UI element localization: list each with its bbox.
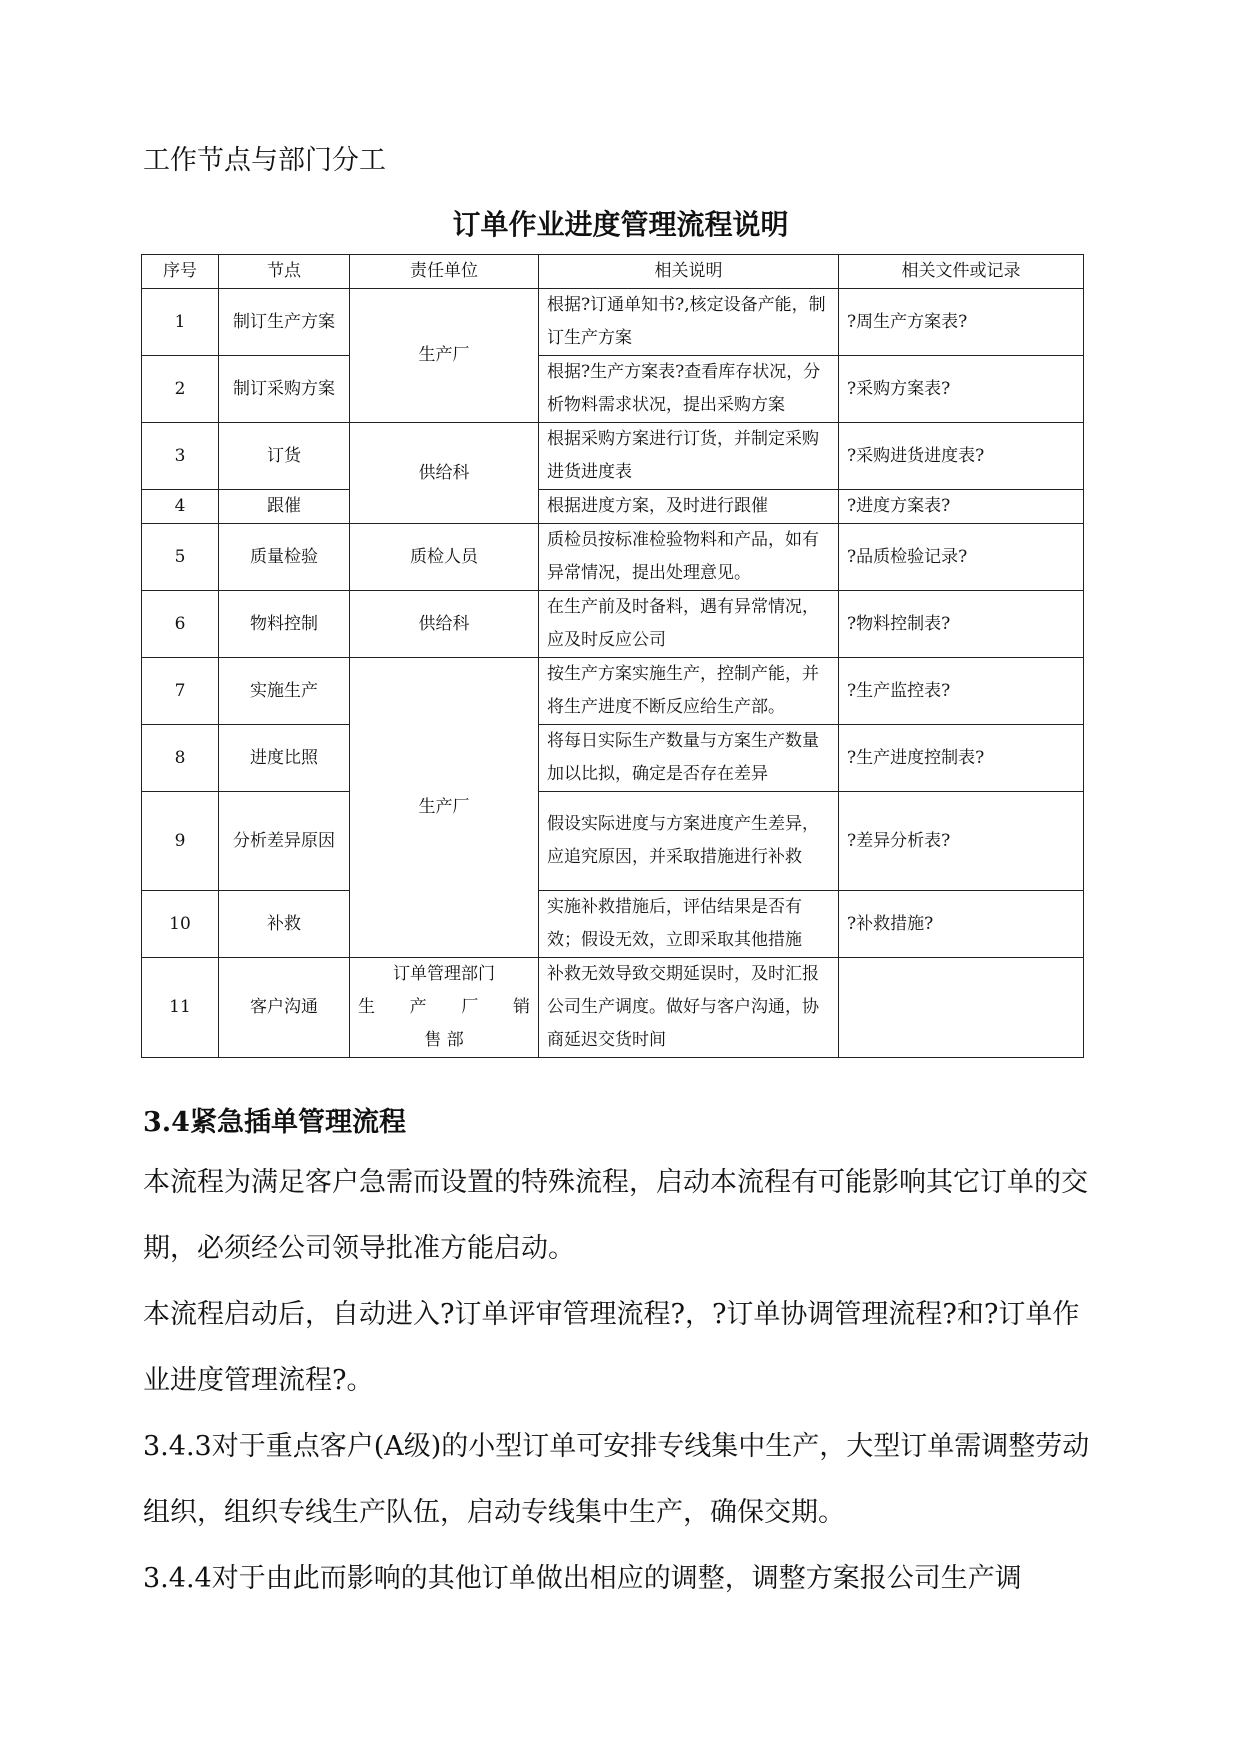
row-no: 8 <box>142 725 219 792</box>
unit-line: 订单管理部门 <box>393 964 495 984</box>
header-no: 序号 <box>142 255 219 289</box>
row-unit: 质检人员 <box>350 524 539 591</box>
row-node: 制订生产方案 <box>219 289 350 356</box>
header-unit: 责任单位 <box>350 255 539 289</box>
row-record: ?品质检验记录? <box>839 524 1084 591</box>
table-title: 订单作业进度管理流程说明 <box>452 208 789 241</box>
row-node: 客户沟通 <box>219 958 350 1058</box>
row-record: ?生产进度控制表? <box>839 725 1084 792</box>
row-desc: 按生产方案实施生产，控制产能，并将生产进度不断反应给生产部。 <box>539 658 839 725</box>
row-node: 跟催 <box>219 490 350 524</box>
header-node: 节点 <box>219 255 350 289</box>
table-row <box>142 792 1084 891</box>
header-record: 相关文件或记录 <box>839 255 1084 289</box>
row-unit: 生产厂 <box>350 658 539 958</box>
paragraph: 3.4.4对于由此而影响的其他订单做出相应的调整，调整方案报公司生产调 <box>143 1563 1022 1594</box>
page-heading: 工作节点与部门分工 <box>143 145 386 176</box>
row-node: 分析差异原因 <box>219 792 350 891</box>
unit-line: 生 产 厂 销 <box>358 997 530 1017</box>
row-node: 进度比照 <box>219 725 350 792</box>
row-record: ?差异分析表? <box>839 792 1084 891</box>
row-no: 6 <box>142 591 219 658</box>
row-desc: 质检员按标准检验物料和产品，如有异常情况，提出处理意见。 <box>539 524 839 591</box>
row-node: 质量检验 <box>219 524 350 591</box>
row-desc: 根据进度方案，及时进行跟催 <box>539 490 839 524</box>
row-record: ?补救措施? <box>839 891 1084 958</box>
row-desc: 实施补救措施后，评估结果是否有效；假设无效，立即采取其他措施 <box>539 891 839 958</box>
row-desc: 根据?生产方案表?查看库存状况，分析物料需求状况，提出采购方案 <box>539 356 839 423</box>
row-desc: 补救无效导致交期延误时，及时汇报公司生产调度。做好与客户沟通，协商延迟交货时间 <box>539 958 839 1058</box>
table-row <box>142 958 1084 1058</box>
row-no: 11 <box>142 958 219 1058</box>
row-desc: 根据采购方案进行订货，并制定采购进货进度表 <box>539 423 839 490</box>
row-node: 补救 <box>219 891 350 958</box>
row-record: ?进度方案表? <box>839 490 1084 524</box>
row-node: 实施生产 <box>219 658 350 725</box>
row-no: 1 <box>142 289 219 356</box>
row-desc: 在生产前及时备料，遇有异常情况，应及时反应公司 <box>539 591 839 658</box>
row-no: 2 <box>142 356 219 423</box>
row-record <box>839 958 1084 1058</box>
row-record: ?采购进货进度表? <box>839 423 1084 490</box>
row-no: 4 <box>142 490 219 524</box>
table-row <box>142 658 1084 725</box>
row-desc: 假设实际进度与方案进度产生差异，应追究原因，并采取措施进行补救 <box>539 792 839 891</box>
row-unit: 供给科 <box>350 423 539 524</box>
row-unit: 供给科 <box>350 591 539 658</box>
row-record: ?周生产方案表? <box>839 289 1084 356</box>
row-node: 订货 <box>219 423 350 490</box>
table-row <box>142 725 1084 792</box>
table-header-row <box>142 255 1084 289</box>
header-desc: 相关说明 <box>539 255 839 289</box>
row-no: 7 <box>142 658 219 725</box>
row-unit: 生产厂 <box>350 289 539 423</box>
row-node: 物料控制 <box>219 591 350 658</box>
table-row <box>142 289 1084 356</box>
table-row <box>142 524 1084 591</box>
unit-line: 售 部 <box>424 1030 464 1050</box>
row-record: ?采购方案表? <box>839 356 1084 423</box>
row-no: 9 <box>142 792 219 891</box>
table-row <box>142 490 1084 524</box>
row-node: 制订采购方案 <box>219 356 350 423</box>
row-no: 3 <box>142 423 219 490</box>
process-table <box>141 254 1084 1058</box>
paragraph: 3.4.3对于重点客户(A级)的小型订单可安排专线集中生产，大型订单需调整劳动组织，组织专线生产队伍，启动专线集中生产，确保交期。 <box>143 1431 1090 1528</box>
row-desc: 根据?订通单知书?,核定设备产能，制订生产方案 <box>539 289 839 356</box>
row-record: ?物料控制表? <box>839 591 1084 658</box>
section-title: 3.4紧急插单管理流程 <box>143 1107 406 1138</box>
paragraph: 本流程启动后，自动进入?订单评审管理流程?，?订单协调管理流程?和?订单作业进度管理流程?。 <box>143 1299 1080 1396</box>
table-row <box>142 423 1084 490</box>
paragraph: 本流程为满足客户急需而设置的特殊流程，启动本流程有可能影响其它订单的交期，必须经公司领导批准方能启动。 <box>143 1167 1088 1264</box>
table-row <box>142 356 1084 423</box>
row-no: 5 <box>142 524 219 591</box>
row-no: 10 <box>142 891 219 958</box>
row-unit <box>350 958 539 1058</box>
row-desc: 将每日实际生产数量与方案生产数量加以比拟，确定是否存在差异 <box>539 725 839 792</box>
row-record: ?生产监控表? <box>839 658 1084 725</box>
table-row <box>142 591 1084 658</box>
table-row <box>142 891 1084 958</box>
